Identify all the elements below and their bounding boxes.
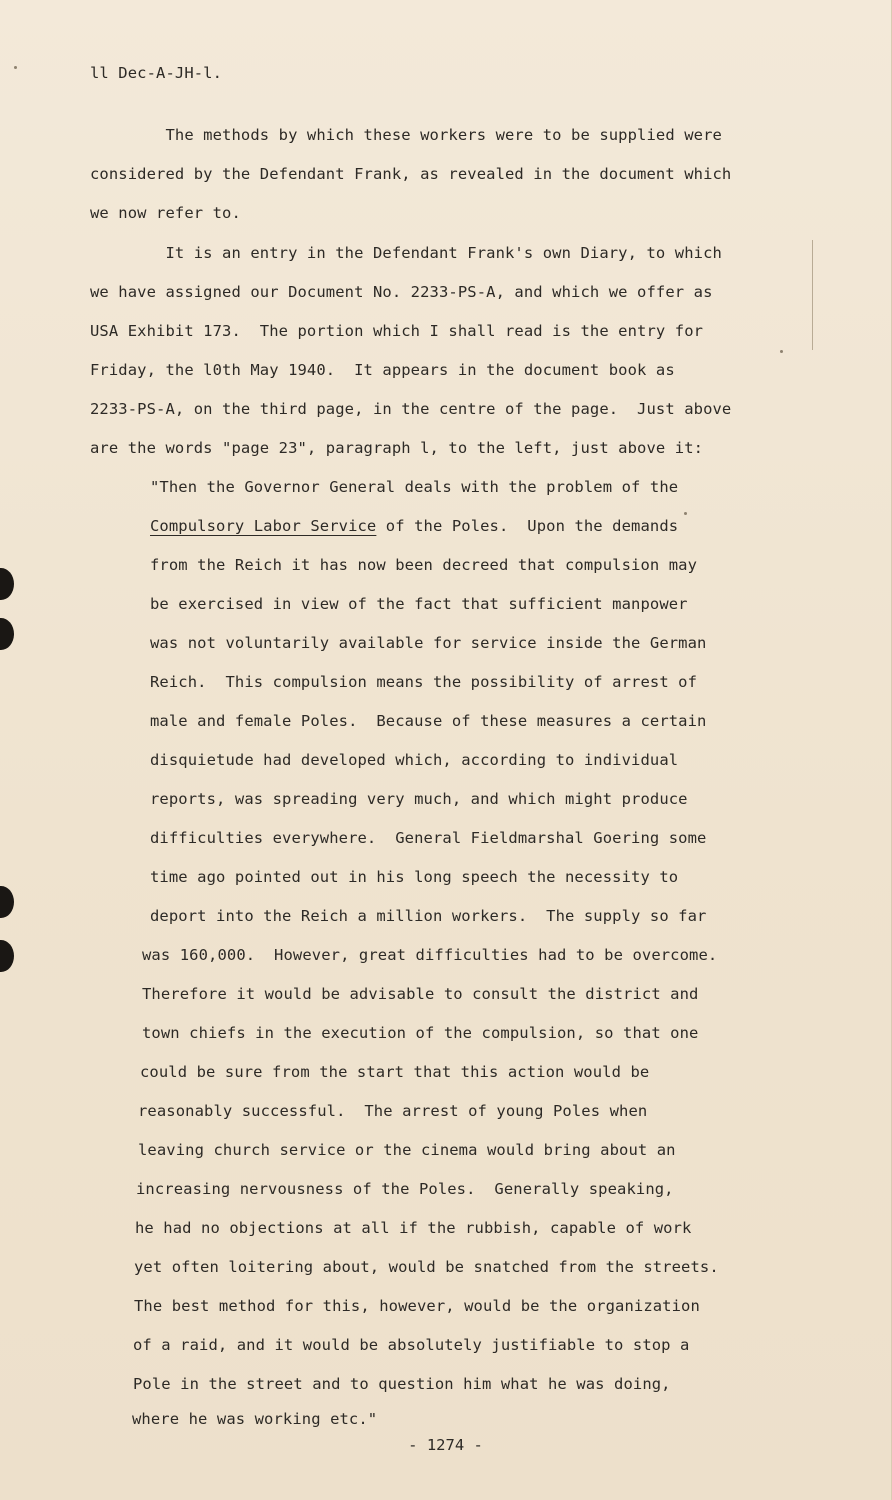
quote-line: leaving church service or the cinema would bring about an <box>138 1141 676 1159</box>
quote-line: male and female Poles. Because of these measures a certain <box>150 712 707 730</box>
quote-line: from the Reich it has now been decreed that compulsion may <box>150 556 698 574</box>
underlined-phrase: Compulsory Labor Service <box>150 517 377 535</box>
quote-line: yet often loitering about, would be snatched from the streets. <box>134 1258 719 1276</box>
punch-hole-icon <box>0 940 14 972</box>
body-line: 2233-PS-A, on the third page, in the centre of the page. Just above <box>90 400 732 418</box>
quote-line: reports, was spreading very much, and which might produce <box>150 790 688 808</box>
quote-line: The best method for this, however, would be the organization <box>134 1297 700 1315</box>
quote-line: Reich. This compulsion means the possibility of arrest of <box>150 673 698 691</box>
punch-hole-icon <box>0 568 14 600</box>
quote-line: Pole in the street and to question him what he was doing, <box>133 1375 671 1393</box>
quote-line: where he was working etc." <box>132 1410 378 1428</box>
quote-line <box>150 517 678 535</box>
quote-line: town chiefs in the execution of the compulsion, so that one <box>142 1024 699 1042</box>
punch-hole-icon <box>0 886 14 918</box>
body-line: we now refer to. <box>90 204 241 222</box>
quote-line-rest: of the Poles. Upon the demands <box>376 517 679 535</box>
quote-line: deport into the Reich a million workers. The supply so far <box>150 907 707 925</box>
paper-speck <box>780 350 783 353</box>
body-line: Friday, the l0th May 1940. It appears in the document book as <box>90 361 675 379</box>
quote-line: reasonably successful. The arrest of young Poles when <box>138 1102 648 1120</box>
body-line: It is an entry in the Defendant Frank's own Diary, to which <box>90 244 722 262</box>
body-line: are the words "page 23", paragraph l, to the left, just above it: <box>90 439 704 457</box>
paper-mark <box>812 240 813 350</box>
quote-line: time ago pointed out in his long speech the necessity to <box>150 868 679 886</box>
quote-line: could be sure from the start that this action would be <box>140 1063 650 1081</box>
quote-line: be exercised in view of the fact that sufficient manpower <box>150 595 688 613</box>
page-number: - 1274 - <box>408 1436 483 1454</box>
quote-line: he had no objections at all if the rubbish, capable of work <box>135 1219 692 1237</box>
document-reference: ll Dec-A-JH-l. <box>90 64 223 82</box>
body-line: USA Exhibit 173. The portion which I shall read is the entry for <box>90 322 704 340</box>
quote-line: Therefore it would be advisable to consult the district and <box>142 985 699 1003</box>
body-line: we have assigned our Document No. 2233-PS-A, and which we offer as <box>90 283 713 301</box>
quote-line: "Then the Governor General deals with the problem of the <box>150 478 679 496</box>
body-line: considered by the Defendant Frank, as revealed in the document which <box>90 165 732 183</box>
quote-line: was not voluntarily available for service inside the German <box>150 634 707 652</box>
quote-line: disquietude had developed which, according to individual <box>150 751 679 769</box>
quote-line: of a raid, and it would be absolutely justifiable to stop a <box>133 1336 690 1354</box>
punch-hole-icon <box>0 618 14 650</box>
body-line: The methods by which these workers were to be supplied were <box>90 126 722 144</box>
quote-line: difficulties everywhere. General Fieldmarshal Goering some <box>150 829 707 847</box>
quote-line: was 160,000. However, great difficulties had to be overcome. <box>142 946 718 964</box>
quote-line: increasing nervousness of the Poles. Generally speaking, <box>136 1180 674 1198</box>
paper-speck <box>684 512 687 515</box>
paper-speck <box>14 66 17 69</box>
